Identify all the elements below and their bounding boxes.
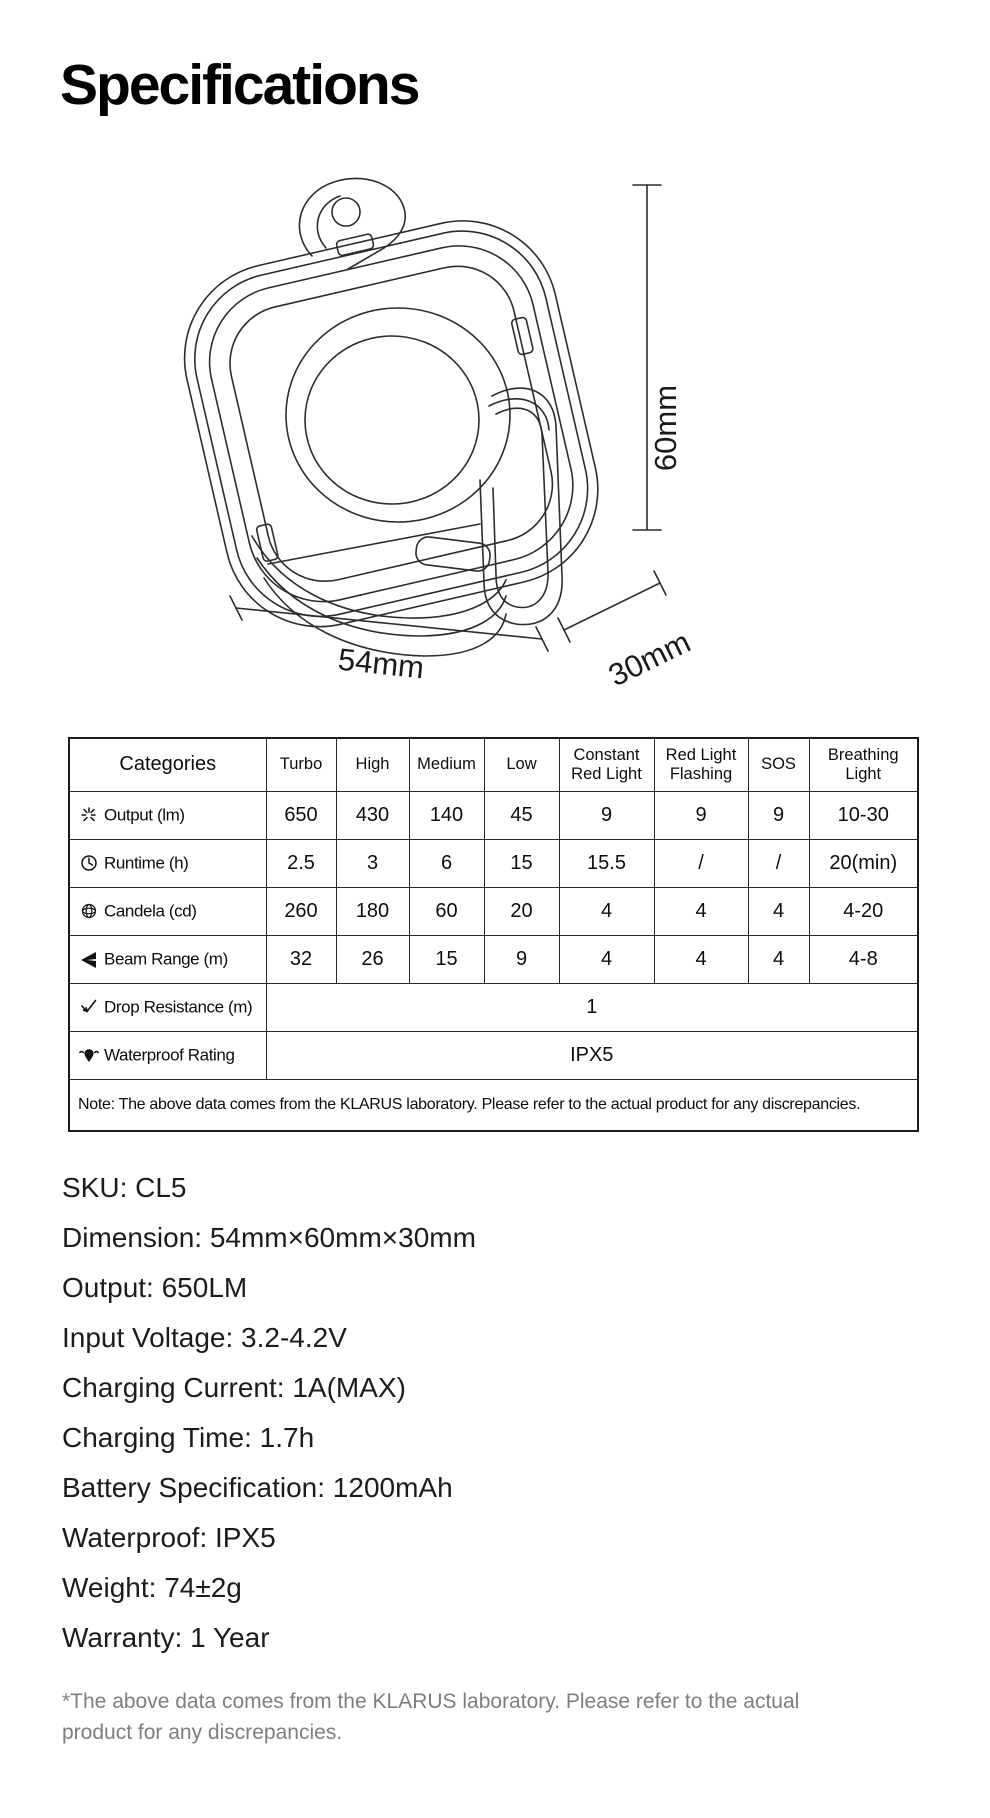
col-header-medium: Medium	[409, 738, 484, 791]
spec-line-charging-current: Charging Current: 1A(MAX)	[62, 1372, 406, 1403]
brightness-icon	[79, 805, 99, 825]
width-dim-label: 54mm	[336, 641, 426, 686]
waterproof-icon	[79, 1045, 99, 1065]
value-cell: 10-30	[809, 791, 918, 839]
drop-icon	[79, 997, 99, 1017]
table-row-runtime	[69, 839, 918, 887]
spec-line-dimension: Dimension: 54mm×60mm×30mm	[62, 1222, 476, 1253]
col-header-categories: Categories	[69, 738, 266, 791]
row-label: Runtime (h)	[104, 853, 189, 873]
spec-line-output: Output: 650LM	[62, 1272, 248, 1303]
row-label: Candela (cd)	[104, 901, 197, 921]
spec-line-warranty: Warranty: 1 Year	[62, 1622, 270, 1653]
col-header-low: Low	[484, 738, 559, 791]
row-label: Beam Range (m)	[104, 949, 228, 969]
value-cell: 4	[654, 935, 748, 983]
top-notch	[336, 233, 374, 256]
row-label-cell	[69, 791, 266, 839]
value-cell: 180	[336, 887, 409, 935]
spec-line-sku: SKU: CL5	[62, 1172, 187, 1203]
table-row-candela	[69, 887, 918, 935]
product-technical-drawing	[140, 168, 720, 716]
clock-icon	[79, 853, 99, 873]
value-cell: /	[748, 839, 809, 887]
spec-line-input-voltage: Input Voltage: 3.2-4.2V	[62, 1322, 347, 1353]
spec-line-weight: Weight: 74±2g	[62, 1572, 242, 1603]
value-cell: 4	[748, 935, 809, 983]
table-row-drop-resistance	[69, 983, 918, 1031]
row-label-cell	[69, 983, 266, 1031]
value-cell: /	[654, 839, 748, 887]
value-cell: 4-20	[809, 887, 918, 935]
row-label: Output (lm)	[104, 805, 185, 825]
row-label-cell	[69, 1031, 266, 1079]
col-header-red-light-flashing: Red Light Flashing	[654, 738, 748, 791]
table-row-waterproof	[69, 1031, 918, 1079]
table-note-row	[69, 1079, 918, 1131]
footnote: *The above data comes from the KLARUS laboratory. Please refer to the actual product for any discrepancies.	[62, 1690, 800, 1744]
value-cell: 4	[654, 887, 748, 935]
value-cell: 20(min)	[809, 839, 918, 887]
page-title: Specifications	[60, 53, 419, 117]
value-cell: 15	[409, 935, 484, 983]
value-cell: 2.5	[266, 839, 336, 887]
lantern-line-drawing	[140, 168, 720, 716]
row-label-cell	[69, 935, 266, 983]
value-cell: 60	[409, 887, 484, 935]
spec-table	[68, 737, 919, 1132]
col-header-breathing-light: Breathing Light	[809, 738, 918, 791]
value-cell: 9	[748, 791, 809, 839]
row-label: Waterproof Rating	[104, 1045, 235, 1065]
table-row-beam-range	[69, 935, 918, 983]
value-cell: 4	[748, 887, 809, 935]
spec-line-waterproof: Waterproof: IPX5	[62, 1522, 276, 1553]
value-cell: 140	[409, 791, 484, 839]
col-header-turbo: Turbo	[266, 738, 336, 791]
value-cell: 15.5	[559, 839, 654, 887]
value-cell: 32	[266, 935, 336, 983]
value-cell: 430	[336, 791, 409, 839]
height-dim-label: 60mm	[648, 384, 683, 472]
spec-line-battery: Battery Specification: 1200mAh	[62, 1472, 453, 1503]
value-cell: 650	[266, 791, 336, 839]
depth-dim-label: 30mm	[603, 623, 696, 694]
lamp-body	[164, 196, 616, 645]
lens-outer	[286, 308, 510, 522]
value-cell: 15	[484, 839, 559, 887]
beam-icon	[79, 949, 99, 969]
value-cell: 20	[484, 887, 559, 935]
value-cell: 4	[559, 935, 654, 983]
value-cell-span: IPX5	[266, 1031, 918, 1079]
row-label: Drop Resistance (m)	[104, 997, 253, 1017]
depth-dim-line	[564, 583, 660, 630]
value-cell: 45	[484, 791, 559, 839]
dimension-lines	[230, 185, 666, 651]
value-cell: 4-8	[809, 935, 918, 983]
row-label-cell	[69, 887, 266, 935]
value-cell: 9	[559, 791, 654, 839]
value-cell-span: 1	[266, 983, 918, 1031]
value-cell: 260	[266, 887, 336, 935]
col-header-high: High	[336, 738, 409, 791]
spec-detail-list	[62, 1163, 476, 1663]
col-header-constant-red-light: Constant Red Light	[559, 738, 654, 791]
col-header-sos: SOS	[748, 738, 809, 791]
value-cell: 6	[409, 839, 484, 887]
value-cell: 9	[654, 791, 748, 839]
hang-hole	[332, 198, 360, 226]
candela-icon	[79, 901, 99, 921]
base-cross-line	[268, 524, 480, 564]
value-cell: 9	[484, 935, 559, 983]
table-row-output	[69, 791, 918, 839]
value-cell: 26	[336, 935, 409, 983]
spec-line-charging-time: Charging Time: 1.7h	[62, 1422, 315, 1453]
lens-inner	[305, 336, 479, 504]
row-label-cell	[69, 839, 266, 887]
value-cell: 4	[559, 887, 654, 935]
header-row	[69, 738, 918, 791]
value-cell: 3	[336, 839, 409, 887]
table-note: Note: The above data comes from the KLARUS laboratory. Please refer to the actual product for any discrepancies.	[69, 1079, 918, 1131]
